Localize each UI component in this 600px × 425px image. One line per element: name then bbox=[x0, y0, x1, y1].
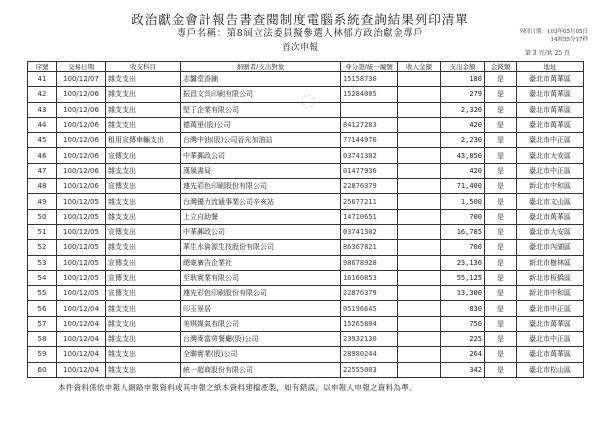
row-no: 53 bbox=[28, 255, 57, 270]
row-date: 100/12/04 bbox=[57, 301, 106, 316]
row-income bbox=[398, 301, 441, 316]
row-expense: 279 bbox=[441, 87, 485, 102]
row-cash: 是 bbox=[485, 117, 517, 132]
row-date: 100/12/06 bbox=[57, 133, 106, 148]
row-party: 漢風書局 bbox=[181, 163, 341, 178]
row-address: 臺北市大安區 bbox=[517, 148, 584, 163]
print-time: 14時55分17秒 bbox=[550, 37, 588, 43]
row-income bbox=[398, 179, 441, 194]
row-cash: 是 bbox=[485, 72, 517, 87]
row-no: 49 bbox=[28, 194, 57, 209]
row-expense: 342 bbox=[441, 362, 485, 377]
row-cash: 是 bbox=[485, 301, 517, 316]
row-party: 至耿實業有限公司 bbox=[181, 270, 341, 285]
row-expense: 750 bbox=[441, 316, 485, 331]
row-no: 56 bbox=[28, 301, 57, 316]
row-date: 100/12/05 bbox=[57, 270, 106, 285]
row-address: 新北市中和區 bbox=[517, 179, 584, 194]
print-info bbox=[520, 28, 589, 44]
row-address: 臺北市中正區 bbox=[517, 332, 584, 347]
row-id: 25677211 bbox=[341, 194, 398, 209]
row-income bbox=[398, 316, 441, 331]
row-id: 98678928 bbox=[341, 255, 398, 270]
row-category: 雜支支出 bbox=[106, 301, 181, 316]
row-category: 雜支支出 bbox=[106, 117, 181, 132]
table-row bbox=[28, 255, 584, 270]
table-row bbox=[28, 102, 584, 117]
row-income bbox=[398, 209, 441, 224]
row-no: 57 bbox=[28, 316, 57, 331]
row-cash: 是 bbox=[485, 209, 517, 224]
row-address: 新北市樹林區 bbox=[517, 255, 584, 270]
row-expense: 264 bbox=[441, 347, 485, 362]
row-cash: 是 bbox=[485, 316, 517, 331]
col-header-income: 收入金額 bbox=[398, 62, 441, 72]
row-id: 14710651 bbox=[341, 209, 398, 224]
table-row bbox=[28, 332, 584, 347]
row-date: 100/12/04 bbox=[57, 362, 106, 377]
page-number: 第 3 頁/共 25 頁 bbox=[524, 50, 570, 57]
row-income bbox=[398, 117, 441, 132]
row-party: 全聯實業(股)公司 bbox=[181, 347, 341, 362]
row-income bbox=[398, 347, 441, 362]
footer-note: 本件資料係依申報人網路申報資料或其申報之紙本資料建檔產製，如有錯誤，以申報人申報之資料為準。 bbox=[58, 383, 417, 392]
col-header-date: 交易日期 bbox=[57, 62, 106, 72]
row-income bbox=[398, 87, 441, 102]
row-income bbox=[398, 224, 441, 239]
table-row bbox=[28, 133, 584, 148]
col-header-party: 捐贈者/支出對象 bbox=[181, 62, 341, 72]
row-category: 宣傳支出 bbox=[106, 270, 181, 285]
row-address: 臺北市萬華區 bbox=[517, 209, 584, 224]
row-id: 15265804 bbox=[341, 316, 398, 331]
row-id: 84127283 bbox=[341, 117, 398, 132]
row-expense: 2,230 bbox=[441, 133, 485, 148]
row-id: 03741302 bbox=[341, 148, 398, 163]
row-address: 臺北市內湖區 bbox=[517, 240, 584, 255]
row-address: 臺北市松山區 bbox=[517, 362, 584, 377]
table-row bbox=[28, 209, 584, 224]
col-header-expense: 支出金額 bbox=[441, 62, 485, 72]
row-party: 美琪媒氣有限公司 bbox=[181, 316, 341, 331]
row-address: 臺北市文山區 bbox=[517, 194, 584, 209]
row-expense: 830 bbox=[441, 301, 485, 316]
row-no: 54 bbox=[28, 270, 57, 285]
row-category: 雜支支出 bbox=[106, 209, 181, 224]
report-type: 首次申報 bbox=[281, 43, 318, 53]
row-no: 47 bbox=[28, 163, 57, 178]
row-expense: 55,125 bbox=[441, 270, 485, 285]
table-row bbox=[28, 194, 584, 209]
row-date: 100/12/05 bbox=[57, 194, 106, 209]
row-party: 台灣麥當勞餐廳(股)公司 bbox=[181, 332, 341, 347]
row-expense: 43,050 bbox=[441, 148, 485, 163]
row-no: 48 bbox=[28, 179, 57, 194]
row-category: 租用宣傳車輛支出 bbox=[106, 133, 181, 148]
table-row bbox=[28, 163, 584, 178]
col-header-cash: 金錢類 bbox=[485, 62, 517, 72]
table-row bbox=[28, 87, 584, 102]
row-date: 100/12/05 bbox=[57, 286, 106, 301]
row-no: 55 bbox=[28, 286, 57, 301]
row-party: 堅丁企業有限公司 bbox=[181, 102, 341, 117]
row-income bbox=[398, 163, 441, 178]
table-row bbox=[28, 240, 584, 255]
row-id: 22555003 bbox=[341, 362, 398, 377]
table-row bbox=[28, 179, 584, 194]
row-category: 雜支支出 bbox=[106, 347, 181, 362]
table-row bbox=[28, 316, 584, 331]
row-expense: 225 bbox=[441, 332, 485, 347]
row-id: 15158730 bbox=[341, 72, 398, 87]
row-cash: 是 bbox=[485, 347, 517, 362]
row-income bbox=[398, 102, 441, 117]
row-address: 臺北市萬華區 bbox=[517, 87, 584, 102]
row-income bbox=[398, 133, 441, 148]
row-category: 雜支支出 bbox=[106, 362, 181, 377]
row-cash: 是 bbox=[485, 240, 517, 255]
row-category: 雜支支出 bbox=[106, 102, 181, 117]
row-expense: 420 bbox=[441, 163, 485, 178]
row-date: 100/12/04 bbox=[57, 347, 106, 362]
row-cash: 是 bbox=[485, 133, 517, 148]
row-id: 77144976 bbox=[341, 133, 398, 148]
row-date: 100/12/05 bbox=[57, 209, 106, 224]
row-income bbox=[398, 72, 441, 87]
row-id: 03741302 bbox=[341, 224, 398, 239]
row-no: 58 bbox=[28, 332, 57, 347]
row-income bbox=[398, 255, 441, 270]
results-table bbox=[27, 61, 584, 378]
row-expense: 700 bbox=[441, 240, 485, 255]
row-cash: 是 bbox=[485, 332, 517, 347]
row-party: 印玉景居 bbox=[181, 301, 341, 316]
table-body bbox=[28, 72, 584, 378]
row-id: 15284005 bbox=[341, 87, 398, 102]
row-income bbox=[398, 194, 441, 209]
row-address: 臺北市萬華區 bbox=[517, 347, 584, 362]
row-no: 43 bbox=[28, 102, 57, 117]
row-date: 100/12/07 bbox=[57, 72, 106, 87]
row-id: 16160853 bbox=[341, 270, 398, 285]
table-row bbox=[28, 347, 584, 362]
row-party: 上立自助餐 bbox=[181, 209, 341, 224]
row-address: 臺北市萬華區 bbox=[517, 72, 584, 87]
row-cash: 是 bbox=[485, 148, 517, 163]
row-cash: 是 bbox=[485, 255, 517, 270]
row-category: 雜支支出 bbox=[106, 194, 181, 209]
row-expense: 13,300 bbox=[441, 286, 485, 301]
row-date: 100/12/05 bbox=[57, 255, 106, 270]
row-id: 22876379 bbox=[341, 286, 398, 301]
row-no: 45 bbox=[28, 133, 57, 148]
row-party: 中華郵政公司 bbox=[181, 148, 341, 163]
row-party: 德萬里(股)公司 bbox=[181, 117, 341, 132]
table-header-row bbox=[28, 62, 584, 72]
row-no: 42 bbox=[28, 87, 57, 102]
row-date: 100/12/06 bbox=[57, 87, 106, 102]
row-cash: 是 bbox=[485, 286, 517, 301]
row-party: 台灣中油(股)公司晉光加油站 bbox=[181, 133, 341, 148]
row-category: 雜支支出 bbox=[106, 316, 181, 331]
row-expense: 700 bbox=[441, 209, 485, 224]
row-category: 雜支支出 bbox=[106, 72, 181, 87]
row-category: 宣傳支出 bbox=[106, 286, 181, 301]
row-cash: 是 bbox=[485, 102, 517, 117]
row-income bbox=[398, 240, 441, 255]
row-party: 連先彩色印刷股份有限公司 bbox=[181, 286, 341, 301]
row-address: 臺北市萬華區 bbox=[517, 102, 584, 117]
row-expense: 1,500 bbox=[441, 194, 485, 209]
row-date: 100/12/05 bbox=[57, 240, 106, 255]
row-cash: 是 bbox=[485, 163, 517, 178]
print-date: 列印日期：103年05月05日 bbox=[519, 29, 588, 35]
table-row bbox=[28, 286, 584, 301]
row-date: 100/12/04 bbox=[57, 332, 106, 347]
row-cash: 是 bbox=[485, 194, 517, 209]
row-party: 振昌文具印刷有限公司 bbox=[181, 87, 341, 102]
row-category: 宣傳支出 bbox=[106, 179, 181, 194]
row-party: 中華郵政公司 bbox=[181, 224, 341, 239]
row-income bbox=[398, 286, 441, 301]
col-header-category: 收支科目 bbox=[106, 62, 181, 72]
table-row bbox=[28, 270, 584, 285]
row-party: 統一超商股份有限公司 bbox=[181, 362, 341, 377]
col-header-no: 序號 bbox=[28, 62, 57, 72]
row-expense: 420 bbox=[441, 117, 485, 132]
row-category: 宣傳支出 bbox=[106, 148, 181, 163]
row-address: 臺北市大安區 bbox=[517, 224, 584, 239]
row-cash: 是 bbox=[485, 362, 517, 377]
row-cash: 是 bbox=[485, 270, 517, 285]
row-party: 總豪廣告企業社 bbox=[181, 255, 341, 270]
row-category: 雜支支出 bbox=[106, 87, 181, 102]
table-row bbox=[28, 224, 584, 239]
row-address: 臺北市萬華區 bbox=[517, 117, 584, 132]
row-income bbox=[398, 270, 441, 285]
row-party: 志馨堂香鋪 bbox=[181, 72, 341, 87]
account-name: 專戶名稱：第8屆立法委員擬參選人林郁方政治獻金專戶 bbox=[176, 28, 424, 39]
row-expense: 23,136 bbox=[441, 255, 485, 270]
watermark-stamp: ◌ bbox=[295, 87, 320, 114]
row-id: 01477936 bbox=[341, 163, 398, 178]
row-address: 臺北市中正區 bbox=[517, 163, 584, 178]
row-expense: 71,400 bbox=[441, 179, 485, 194]
row-id: 28980244 bbox=[341, 347, 398, 362]
row-category: 雜支支出 bbox=[106, 163, 181, 178]
row-party: 華生水資源生技股份有限公司 bbox=[181, 240, 341, 255]
row-party: 連先彩色印刷股份有限公司 bbox=[181, 179, 341, 194]
row-cash: 是 bbox=[485, 87, 517, 102]
row-id: 86367821 bbox=[341, 240, 398, 255]
row-no: 52 bbox=[28, 240, 57, 255]
row-date: 100/12/06 bbox=[57, 148, 106, 163]
row-party: 台灣優力流通事業公司辛亥站 bbox=[181, 194, 341, 209]
document-title: 政治獻金會計報告書查閱制度電腦系統查詢結果列印清單 bbox=[131, 12, 469, 27]
table-row bbox=[28, 148, 584, 163]
row-address: 新北市中和區 bbox=[517, 286, 584, 301]
row-expense: 16,785 bbox=[441, 224, 485, 239]
row-id: 22876379 bbox=[341, 179, 398, 194]
row-income bbox=[398, 362, 441, 377]
row-no: 44 bbox=[28, 117, 57, 132]
row-no: 41 bbox=[28, 72, 57, 87]
row-date: 100/12/06 bbox=[57, 102, 106, 117]
row-category: 雜支支出 bbox=[106, 240, 181, 255]
row-date: 100/12/05 bbox=[57, 224, 106, 239]
table-row bbox=[28, 117, 584, 132]
row-date: 100/12/06 bbox=[57, 163, 106, 178]
row-category: 宣傳支出 bbox=[106, 224, 181, 239]
row-income bbox=[398, 148, 441, 163]
row-address: 臺北市中正區 bbox=[517, 301, 584, 316]
row-id: 23932130 bbox=[341, 332, 398, 347]
row-cash: 是 bbox=[485, 179, 517, 194]
row-date: 100/12/04 bbox=[57, 316, 106, 331]
row-category: 宣傳支出 bbox=[106, 255, 181, 270]
row-no: 51 bbox=[28, 224, 57, 239]
table-row bbox=[28, 72, 584, 87]
row-id bbox=[341, 102, 398, 117]
row-date: 100/12/06 bbox=[57, 179, 106, 194]
row-no: 59 bbox=[28, 347, 57, 362]
row-date: 100/12/06 bbox=[57, 117, 106, 132]
row-expense: 2,320 bbox=[441, 102, 485, 117]
row-address: 新北市板橋區 bbox=[517, 270, 584, 285]
row-expense: 180 bbox=[441, 72, 485, 87]
table-row bbox=[28, 301, 584, 316]
col-header-id: 身分證/統一編號 bbox=[341, 62, 398, 72]
col-header-address: 地址 bbox=[517, 62, 584, 72]
row-cash: 是 bbox=[485, 224, 517, 239]
row-no: 50 bbox=[28, 209, 57, 224]
row-address: 臺北市中正區 bbox=[517, 133, 584, 148]
row-address: 臺北市萬華區 bbox=[517, 316, 584, 331]
row-no: 46 bbox=[28, 148, 57, 163]
row-income bbox=[398, 332, 441, 347]
row-id: 05196645 bbox=[341, 301, 398, 316]
row-no: 60 bbox=[28, 362, 57, 377]
row-category: 雜支支出 bbox=[106, 332, 181, 347]
table-row bbox=[28, 362, 584, 377]
